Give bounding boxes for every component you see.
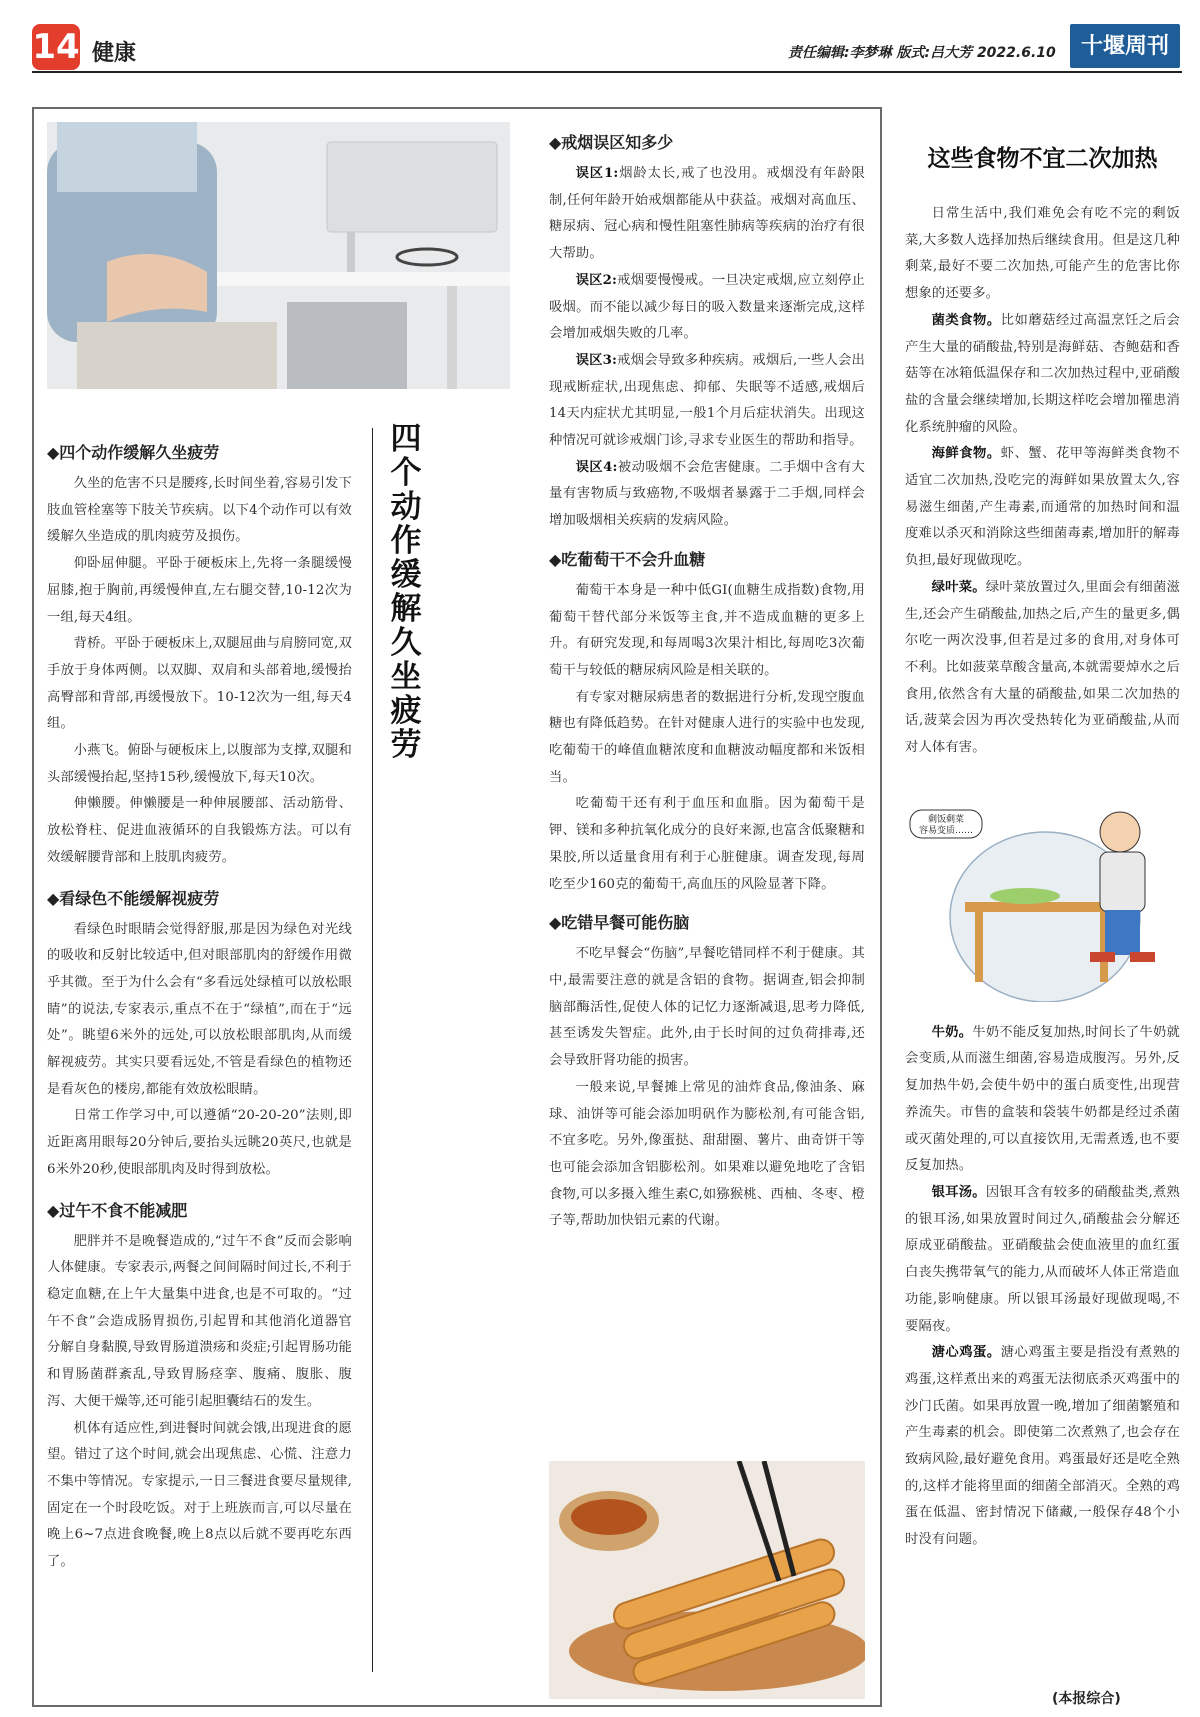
paragraph [47,471,352,551]
paragraph [47,1416,352,1576]
column-3 [905,140,1180,1554]
photo-fried-dough [549,1461,865,1699]
section-green-eyes [47,917,352,1184]
heading-green-eyes: ◆看绿色不能缓解视疲劳 [47,888,220,908]
heading-quit-smoking: ◆戒烟误区知多少 [549,133,674,152]
paragraph [905,201,1180,308]
section-name: 健康 [92,41,137,66]
paragraph-keyword: 牛奶。 [931,1024,973,1040]
fried-dough-illustration [549,1461,865,1699]
heading-no-dinner: ◆过午不食不能减肥 [47,1200,188,1220]
section-sitting-fatigue [47,471,352,872]
paragraph-text: 绿叶菜放置过久,里面会有细菌滋生,还会产生硝酸盐,加热之后,产生的量更多,偶尔吃一两次没事,但若是过多的食用,对身体可不利。比如菠菜草酸含量高,本就需要焯水之后食用,依然含有大量的硝酸盐,如果二次加热的话,菠菜会因为再次受热转化为亚硝酸盐,从而对人体有害。 [905,579,1180,756]
cartoon-label-2: 容易变质…… [918,825,974,836]
paragraph [549,348,865,455]
paragraph [47,1103,352,1183]
paragraph-keyword: 菌类食物。 [931,312,1001,328]
paragraph-text: 被动吸烟不会危害健康。二手烟中含有大量有害物质与致癌物,不吸烟者暴露于二手烟,同样会增加吸烟相关疾病的发病风险。 [549,459,866,529]
paragraph-text: 牛奶不能反复加热,时间长了牛奶就会变质,从而滋生细菌,容易造成腹泻。另外,反复加热牛奶,会使牛奶中的蛋白质变性,出现营养流失。市售的盒装和袋装牛奶都是经过杀菌或灭菌处理的,可以直接饮用,无需煮透,也不要反复加热。 [905,1024,1180,1174]
paragraph-text: 比如蘑菇经过高温烹饪之后会产生大量的硝酸盐,特别是海鲜菇、杏鲍菇和香菇等在冰箱低温保存和二次加热过程中,亚硝酸盐的含量会继续增加,长期这样吃会增加罹患消化系统肿瘤的风险。 [905,312,1181,435]
section-no-dinner [47,1229,352,1576]
paragraph-text: 久坐的危害不只是腰疼,长时间坐着,容易引发下肢血管栓塞等下肢关节疾病。以下4个动作可以有效缓解久坐造成的肌肉疲劳及损伤。 [47,476,352,545]
section-raisins [549,578,865,898]
paragraph-text: 小燕飞。俯卧与硬板床上,以腹部为支撑,双腿和头部缓慢抬起,坚持15秒,缓慢放下,每天10次。 [47,743,352,785]
paragraph-keyword: 误区3: [575,352,618,368]
column-1 [47,430,352,1576]
page-header [0,0,1200,78]
paragraph-text: 一般来说,早餐摊上常见的油炸食品,像油条、麻球、油饼等可能会添加明矾作为膨松剂,有可能含铝,不宜多吃。另外,像蛋挞、甜甜圈、薯片、曲奇饼干等也可能会添加含铝膨松剂。如果难以避免地吃了含铝食物,可以多摄入维生素C,如猕猴桃、西柚、冬枣、橙子等,帮助加快铝元素的代谢。 [549,1079,865,1229]
paragraph-text: 伸懒腰。伸懒腰是一种伸展腰部、活动筋骨、放松脊柱、促进血液循环的自我锻炼方法。可以有效缓解腰背部和上肢肌肉疲劳。 [47,796,352,865]
paragraph-keyword: 溏心鸡蛋。 [931,1345,1001,1361]
paragraph [47,917,352,1104]
paragraph [47,631,352,738]
paragraph-text: 肥胖并不是晚餐造成的,“过午不食”反而会影响人体健康。专家表示,两餐之间间隔时间过长,不利于稳定血糖,在上午大量集中进食,也是不可取的。“过午不食”会造成肠胃损伤,引起胃和其他消化道器官分解自身黏膜,导致胃肠道溃疡和炎症;引起胃肠功能和胃肠菌群紊乱,导致胃肠痉挛、腹痛、腹胀、腹泻、大便干燥等,还可能引起胆囊结石的发生。 [47,1233,352,1409]
photo-back-pain [47,122,510,389]
paragraph-keyword: 绿叶菜。 [931,579,986,595]
page-number: 14 [32,24,80,70]
paragraph-text: 戒烟会导致多种疾病。戒烟后,一些人会出现戒断症状,出现焦虑、抑郁、失眠等不适感,戒烟后14天内症状尤其明显,一般1个月后症状消失。出现这种情况可就诊戒烟门诊,寻求专业医生的帮助和指导。 [549,352,865,449]
paragraph-keyword: 银耳汤。 [931,1184,986,1200]
paragraph [47,551,352,631]
paragraph [905,575,1180,762]
heading-raisins: ◆吃葡萄干不会升血糖 [549,549,706,569]
paragraph-text: 不吃早餐会“伤脑”,早餐吃错同样不利于健康。其中,最需要注意的就是含铝的食物。据调查,铝会抑制脑部酶活性,促使人体的记忆力逐渐减退,思考力降低,甚至诱发失智症。此外,由于长时间的过负荷排毒,还会导致肝肾功能的损害。 [549,946,865,1069]
heading-sitting-fatigue: ◆四个动作缓解久坐疲劳 [47,443,220,462]
section-reheat-foods [905,201,1180,762]
paragraph [905,1020,1180,1180]
paragraph [47,791,352,871]
paragraph-text: 葡萄干本身是一种中低GI(血糖生成指数)食物,用葡萄干替代部分米饭等主食,并不造成血糖的更多上升。有研究发现,和每周喝3次果汁相比,每周吃3次葡萄干与较低的糖尿病风险是相关联的。 [549,582,865,678]
heading-breakfast: ◆吃错早餐可能伤脑 [549,913,690,933]
paragraph-text: 戒烟要慢慢戒。一旦决定戒烟,应立刻停止吸烟。而不能以减少每日的吸入数量来逐渐完成,这样会增加戒烟失败的几率。 [549,272,865,342]
newspaper-logo: 十堰周刊 [1070,24,1180,68]
paragraph [549,161,865,268]
paragraph [47,1229,352,1416]
cartoon-leftovers [905,792,1180,1002]
title-divider [372,428,373,1672]
paragraph-text: 背桥。平卧于硬板床上,双腿屈曲与肩膀同宽,双手放于身体两侧。以双脚、双肩和头部着地,缓慢抬高臀部和背部,再缓慢放下。10-12次为一组,每天4组。 [47,636,352,732]
paragraph-text: 烟龄太长,戒了也没用。戒烟没有年龄限制,任何年龄开始戒烟都能从中获益。戒烟对高血压、糖尿病、冠心病和慢性阻塞性肺病等疾病的治疗有很大帮助。 [549,166,865,262]
paragraph-text: 因银耳含有较多的硝酸盐类,煮熟的银耳汤,如果放置时间过久,硝酸盐会分解还原成亚硝酸盐。亚硝酸盐会使血液里的血红蛋白丧失携带氧气的能力,从而破坏人体正常造血功能,影响健康。所以银耳汤最好现做现喝,不要隔夜。 [905,1184,1180,1334]
paragraph [549,455,865,535]
cartoon-label-1: 剩饭剩菜 [927,814,965,825]
paragraph-text: 溏心鸡蛋主要是指没有煮熟的鸡蛋,这样煮出来的鸡蛋无法彻底杀灭鸡蛋中的沙门氏菌。如果再放置一晚,增加了细菌繁殖和产生毒素的机会。即使第二次煮熟了,也会存在致病风险,最好避免食用。鸡蛋最好还是吃全熟的,这样才能将里面的细菌全部消灭。全熟的鸡蛋在低温、密封情况下储藏,一般保存48个小时没有问题。 [905,1345,1181,1548]
paragraph [549,1075,865,1235]
sidebar-title: 这些食物不宜二次加热 [927,145,1158,172]
header-rule [32,71,1182,73]
cartoon-illustration [905,792,1180,1002]
paragraph [549,578,865,685]
paragraph-text: 看绿色时眼睛会觉得舒服,那是因为绿色对光线的吸收和反射比较适中,但对眼部肌肉的舒缓作用微乎其微。至于为什么会有“多看远处绿植可以放松眼睛”的说法,专家表示,重点不在于“绿植”,而在于“远处”。眺望6米外的远处,可以放松眼部肌肉,从而缓解视疲劳。其实只要看远处,不管是看绿色的植物还是看灰色的楼房,都能有效放松眼睛。 [47,921,352,1097]
paragraph [47,738,352,791]
main-title-vertical: 四个动作缓解久坐疲劳 [390,421,422,763]
paragraph-keyword: 海鲜食物。 [931,446,1001,462]
paragraph [905,1180,1180,1340]
paragraph-keyword: 误区4: [575,459,618,475]
column-2 [549,120,865,1235]
paragraph-text: 日常生活中,我们难免会有吃不完的剩饭菜,大多数人选择加热后继续食用。但是这几种剩菜,最好不要二次加热,可能产生的危害比你想象的还要多。 [905,206,1180,302]
paragraph-text: 吃葡萄干还有利于血压和血脂。因为葡萄干是钾、镁和多种抗氧化成分的良好来源,也富含低聚糖和果胶,所以适量食用有利于心脏健康。调查发现,每周吃至少160克的葡萄干,高血压的风险显著下降。 [549,796,865,892]
paragraph [905,441,1180,575]
paragraph-text: 仰卧屈伸腿。平卧于硬板床上,先将一条腿缓慢屈膝,抱于胸前,再缓慢伸直,左右腿交替,10-12次为一组,每天4组。 [47,556,352,625]
paragraph [549,941,865,1075]
paragraph [905,308,1180,442]
paragraph [905,1340,1180,1554]
section-breakfast [549,941,865,1235]
paragraph-keyword: 误区1: [575,166,619,181]
back-pain-illustration [47,122,510,389]
section-quit-smoking [549,161,865,535]
paragraph-text: 虾、蟹、花甲等海鲜类食物不适宜二次加热,没吃完的海鲜如果放置太久,容易滋生细菌,产生毒素,而通常的加热时间和温度难以杀灭和消除这些细菌毒素,增加肝的解毒负担,最好现做现吃。 [905,446,1181,569]
paragraph-keyword: 误区2: [575,272,618,288]
paragraph-text: 有专家对糖尿病患者的数据进行分析,发现空腹血糖也有降低趋势。在针对健康人进行的实验中也发现,吃葡萄干的峰值血糖浓度和血糖波动幅度都和米饭相当。 [549,689,865,785]
paragraph-text: 日常工作学习中,可以遵循“20-20-20”法则,即近距离用眼每20分钟后,要抬头远眺20英尺,也就是6米外20秒,使眼部肌肉及时得到放松。 [47,1108,352,1177]
source-credit: (本报综合) [1052,1691,1121,1707]
section-reheat-foods-cont [905,1020,1180,1554]
editor-credits: 责任编辑:李梦琳 版式:吕大芳 2022.6.10 [788,45,1056,61]
paragraph [549,791,865,898]
paragraph [549,685,865,792]
paragraph-text: 机体有适应性,到进餐时间就会饿,出现进食的愿望。错过了这个时间,就会出现焦虑、心慌、注意力不集中等情况。专家提示,一日三餐进食要尽量规律,固定在一个时段吃饭。对于上班族而言,可以尽量在晚上6~7点进食晚餐,晚上8点以后就不要再吃东西了。 [47,1420,352,1570]
paragraph [549,268,865,348]
